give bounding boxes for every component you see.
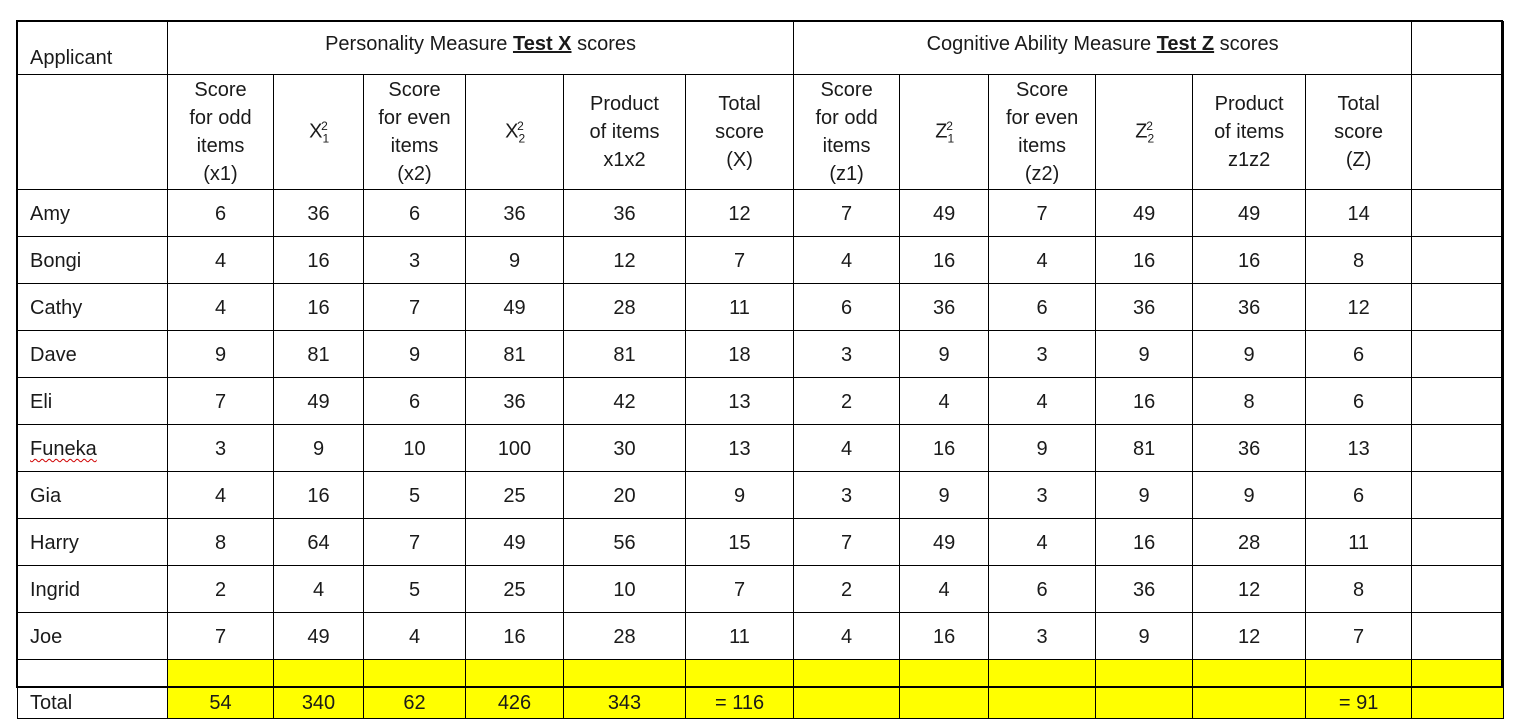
header-line: x1x2	[603, 149, 646, 171]
extra-column-cell	[1412, 75, 1504, 190]
test-z-cell: 6	[989, 284, 1096, 331]
applicant-name	[18, 237, 168, 284]
applicant-name-text: Gia	[30, 485, 62, 507]
total-x-cell: 343	[564, 660, 686, 719]
total-row	[18, 660, 1504, 719]
header-line: Score	[1015, 79, 1069, 101]
test-z-cell: 7	[794, 519, 900, 566]
header-line: (x2)	[397, 163, 432, 185]
z-col-header-4	[1193, 75, 1306, 190]
test-x-cell: 7	[364, 284, 466, 331]
applicant-header: Applicant	[18, 22, 168, 75]
header-line: of items	[1214, 121, 1285, 143]
total-z-cell	[794, 660, 900, 719]
test-x-cell: 11	[686, 284, 794, 331]
test-x-cell: 16	[274, 237, 364, 284]
x-col-header-0	[168, 75, 274, 190]
header-line: Total	[718, 93, 761, 115]
test-x-cell: 100	[466, 425, 564, 472]
test-x-cell: 4	[364, 613, 466, 660]
extra-column-cell	[1412, 519, 1504, 566]
extra-column-cell	[1412, 190, 1504, 237]
test-x-cell: 13	[686, 425, 794, 472]
test-x-cell: 5	[364, 472, 466, 519]
test-z-cell: 9	[989, 425, 1096, 472]
test-x-cell: 56	[564, 519, 686, 566]
test-z-cell: 2	[794, 566, 900, 613]
test-z-cell: 16	[900, 237, 989, 284]
extra-column-cell	[1412, 284, 1504, 331]
x-col-header-5	[686, 75, 794, 190]
test-x-cell: 16	[274, 284, 364, 331]
test-x-cell: 13	[686, 378, 794, 425]
header-line: of items	[589, 121, 660, 143]
z-col-header-1	[900, 75, 989, 190]
test-z-cell: 8	[1306, 237, 1412, 284]
applicant-name-text: Harry	[30, 532, 79, 554]
test-z-cell: 3	[989, 613, 1096, 660]
x-col-header-4	[564, 75, 686, 190]
table-row	[18, 566, 1504, 613]
test-z-cell: 4	[989, 237, 1096, 284]
test-z-cell: 9	[1193, 472, 1306, 519]
applicant-name-text: Funeka	[30, 438, 97, 460]
extra-column-cell	[1412, 378, 1504, 425]
total-x-cell: 340	[274, 660, 364, 719]
test-x-cell: 6	[168, 190, 274, 237]
total-z-cell	[900, 660, 989, 719]
test-x-cell: 49	[274, 613, 364, 660]
total-label: Total	[18, 660, 168, 719]
test-x-cell: 3	[364, 237, 466, 284]
test-x-cell: 9	[466, 237, 564, 284]
extra-column-header	[1412, 22, 1504, 75]
header-line: for odd	[189, 107, 252, 129]
test-x-cell: 15	[686, 519, 794, 566]
test-x-cell: 81	[466, 331, 564, 378]
test-x-cell: 18	[686, 331, 794, 378]
column-header-row	[18, 75, 1504, 190]
header-line: items	[1018, 135, 1066, 157]
scores-table	[17, 21, 1504, 719]
applicant-name	[18, 284, 168, 331]
test-x-cell: 81	[274, 331, 364, 378]
x-col-header-1	[274, 75, 364, 190]
test-z-cell: 36	[900, 284, 989, 331]
table-row	[18, 237, 1504, 284]
test-z-cell: 4	[989, 519, 1096, 566]
test-x-cell: 9	[364, 331, 466, 378]
test-z-cell: 12	[1306, 284, 1412, 331]
test-z-cell: 36	[1096, 566, 1193, 613]
test-z-cell: 13	[1306, 425, 1412, 472]
header-superscript: 2	[946, 118, 953, 133]
test-z-cell: 7	[794, 190, 900, 237]
test-z-cell: 28	[1193, 519, 1306, 566]
applicant-name	[18, 425, 168, 472]
test-z-cell: 16	[1096, 519, 1193, 566]
header-line: (z1)	[829, 163, 864, 185]
header-line: for odd	[815, 107, 878, 129]
test-x-cell: 7	[168, 378, 274, 425]
header-subscript: 2	[518, 131, 526, 146]
test-x-cell: 7	[364, 519, 466, 566]
test-z-cell: 3	[989, 472, 1096, 519]
applicant-name-text: Ingrid	[30, 579, 81, 601]
applicant-name	[18, 613, 168, 660]
test-x-cell: 3	[168, 425, 274, 472]
test-z-cell: 9	[900, 472, 989, 519]
test-z-cell: 3	[794, 331, 900, 378]
header-superscript: 2	[1146, 118, 1153, 133]
test-x-cell: 25	[466, 566, 564, 613]
test-z-cell: 4	[794, 237, 900, 284]
header-superscript: 2	[517, 118, 524, 133]
test-z-cell: 81	[1096, 425, 1193, 472]
x-col-header-2	[364, 75, 466, 190]
test-x-cell: 7	[686, 237, 794, 284]
extra-total-cell	[1412, 660, 1504, 719]
header-subscript: 1	[322, 131, 330, 146]
table-row	[18, 190, 1504, 237]
test-z-cell: 49	[900, 519, 989, 566]
header-subscript: 2	[1147, 131, 1155, 146]
test-z-cell: 36	[1193, 425, 1306, 472]
table-row	[18, 519, 1504, 566]
extra-column-cell	[1412, 331, 1504, 378]
test-z-cell: 7	[1306, 613, 1412, 660]
test-z-cell: 4	[900, 566, 989, 613]
header-line: score	[715, 121, 764, 143]
header-line: for even	[1005, 107, 1079, 129]
test-x-cell: 20	[564, 472, 686, 519]
test-x-cell: 10	[364, 425, 466, 472]
applicant-name	[18, 190, 168, 237]
empty-header-cell	[18, 75, 168, 190]
test-z-cell: 9	[1193, 331, 1306, 378]
header-subscript: 1	[947, 131, 955, 146]
test-x-cell: 49	[466, 519, 564, 566]
table-row	[18, 472, 1504, 519]
header-line: items	[822, 135, 871, 157]
header-symbol: Z	[935, 120, 948, 143]
header-line: Total	[1337, 93, 1380, 115]
total-x-cell: = 116	[686, 660, 794, 719]
test-x-cell: 64	[274, 519, 364, 566]
test-x-cell: 28	[564, 284, 686, 331]
test-x-cell: 9	[274, 425, 364, 472]
applicant-name-text: Amy	[30, 203, 70, 225]
cognitive-ability-measure-header: Cognitive Ability Measure Test Z scores	[794, 22, 1412, 75]
table-row	[18, 284, 1504, 331]
test-x-cell: 12	[564, 237, 686, 284]
test-x-cell: 36	[274, 190, 364, 237]
test-z-cell: 8	[1193, 378, 1306, 425]
header-line: Score	[388, 79, 441, 101]
header-symbol: X	[505, 120, 519, 143]
test-x-cell: 36	[466, 378, 564, 425]
test-z-cell: 8	[1306, 566, 1412, 613]
header-superscript: 2	[321, 118, 328, 133]
test-x-cell: 28	[564, 613, 686, 660]
test-x-cell: 5	[364, 566, 466, 613]
applicant-name-text: Joe	[30, 626, 63, 648]
test-x-cell: 11	[686, 613, 794, 660]
test-z-cell: 7	[989, 190, 1096, 237]
test-z-cell: 16	[1096, 237, 1193, 284]
header-line: (z2)	[1024, 163, 1060, 185]
header-line: Score	[820, 79, 873, 101]
header-line: Product	[1214, 93, 1284, 115]
header-symbol: X	[309, 120, 323, 143]
header-line: (x1)	[203, 163, 238, 185]
applicant-name	[18, 566, 168, 613]
test-z-cell: 2	[794, 378, 900, 425]
test-z-cell: 14	[1306, 190, 1412, 237]
test-x-cell: 16	[466, 613, 564, 660]
test-x-cell: 49	[274, 378, 364, 425]
z-col-header-2	[989, 75, 1096, 190]
extra-column-cell	[1412, 472, 1504, 519]
header-line: items	[390, 135, 439, 157]
table-row	[18, 425, 1504, 472]
extra-column-cell	[1412, 613, 1504, 660]
applicant-name	[18, 378, 168, 425]
total-z-cell	[1096, 660, 1193, 719]
test-x-cell: 25	[466, 472, 564, 519]
test-x-cell: 81	[564, 331, 686, 378]
test-x-cell: 8	[168, 519, 274, 566]
test-x-cell: 30	[564, 425, 686, 472]
test-z-cell: 16	[900, 425, 989, 472]
test-z-cell: 4	[794, 425, 900, 472]
x-col-header-3	[466, 75, 564, 190]
test-z-cell: 4	[794, 613, 900, 660]
header-line: (Z)	[1345, 149, 1372, 171]
test-z-cell: 36	[1096, 284, 1193, 331]
test-x-cell: 36	[564, 190, 686, 237]
applicant-name	[18, 331, 168, 378]
test-z-cell: 6	[1306, 378, 1412, 425]
header-line: Product	[590, 93, 659, 115]
header-line: z1z2	[1227, 149, 1271, 171]
test-x-cell: 6	[364, 190, 466, 237]
test-z-cell: 9	[1096, 613, 1193, 660]
extra-column-cell	[1412, 566, 1504, 613]
test-z-cell: 3	[794, 472, 900, 519]
test-x-cell: 10	[564, 566, 686, 613]
table-row	[18, 331, 1504, 378]
test-z-cell: 4	[900, 378, 989, 425]
header-line: (X)	[726, 149, 753, 171]
extra-column-cell	[1412, 237, 1504, 284]
applicant-name	[18, 472, 168, 519]
header-line: for even	[378, 107, 451, 129]
test-x-cell: 4	[168, 237, 274, 284]
extra-column-cell	[1412, 425, 1504, 472]
test-x-cell: 4	[274, 566, 364, 613]
test-x-cell: 9	[168, 331, 274, 378]
test-z-cell: 49	[1193, 190, 1306, 237]
table-row	[18, 378, 1504, 425]
test-z-cell: 36	[1193, 284, 1306, 331]
test-x-cell: 4	[168, 284, 274, 331]
test-z-cell: 16	[1193, 237, 1306, 284]
test-x-cell: 12	[686, 190, 794, 237]
test-x-cell: 6	[364, 378, 466, 425]
test-x-cell: 2	[168, 566, 274, 613]
test-z-cell: 6	[794, 284, 900, 331]
z-col-header-3	[1096, 75, 1193, 190]
test-z-cell: 16	[900, 613, 989, 660]
test-x-cell: 42	[564, 378, 686, 425]
total-x-cell: 426	[466, 660, 564, 719]
test-z-cell: 9	[1096, 331, 1193, 378]
test-x-cell: 16	[274, 472, 364, 519]
group-header-row	[18, 22, 1504, 75]
test-z-cell: 3	[989, 331, 1096, 378]
test-z-cell: 4	[989, 378, 1096, 425]
applicant-name-text: Cathy	[30, 297, 83, 319]
test-z-cell: 9	[900, 331, 989, 378]
total-z-cell: = 91	[1306, 660, 1412, 719]
header-line: items	[196, 135, 245, 157]
applicant-name-text: Eli	[30, 391, 53, 413]
test-z-cell: 6	[1306, 472, 1412, 519]
test-z-cell: 49	[900, 190, 989, 237]
test-x-cell: 9	[686, 472, 794, 519]
test-x-cell: 49	[466, 284, 564, 331]
test-x-cell: 7	[168, 613, 274, 660]
test-z-cell: 12	[1193, 613, 1306, 660]
test-z-cell: 12	[1193, 566, 1306, 613]
total-z-cell	[1193, 660, 1306, 719]
header-line: score	[1334, 121, 1384, 143]
header-line: Score	[194, 79, 247, 101]
applicant-name	[18, 519, 168, 566]
total-x-cell: 62	[364, 660, 466, 719]
test-z-cell: 49	[1096, 190, 1193, 237]
applicant-name-text: Bongi	[30, 250, 82, 272]
table-row	[18, 613, 1504, 660]
test-z-cell: 16	[1096, 378, 1193, 425]
total-z-cell	[989, 660, 1096, 719]
test-x-cell: 4	[168, 472, 274, 519]
test-x-cell: 7	[686, 566, 794, 613]
applicant-name-text: Dave	[30, 344, 77, 366]
test-z-cell: 6	[1306, 331, 1412, 378]
test-z-cell: 11	[1306, 519, 1412, 566]
test-x-cell: 36	[466, 190, 564, 237]
z-col-header-5	[1306, 75, 1412, 190]
test-z-cell: 9	[1096, 472, 1193, 519]
total-x-cell: 54	[168, 660, 274, 719]
test-z-cell: 6	[989, 566, 1096, 613]
personality-measure-header: Personality Measure Test X scores	[168, 22, 794, 75]
z-col-header-0	[794, 75, 900, 190]
header-symbol: Z	[1135, 120, 1148, 143]
